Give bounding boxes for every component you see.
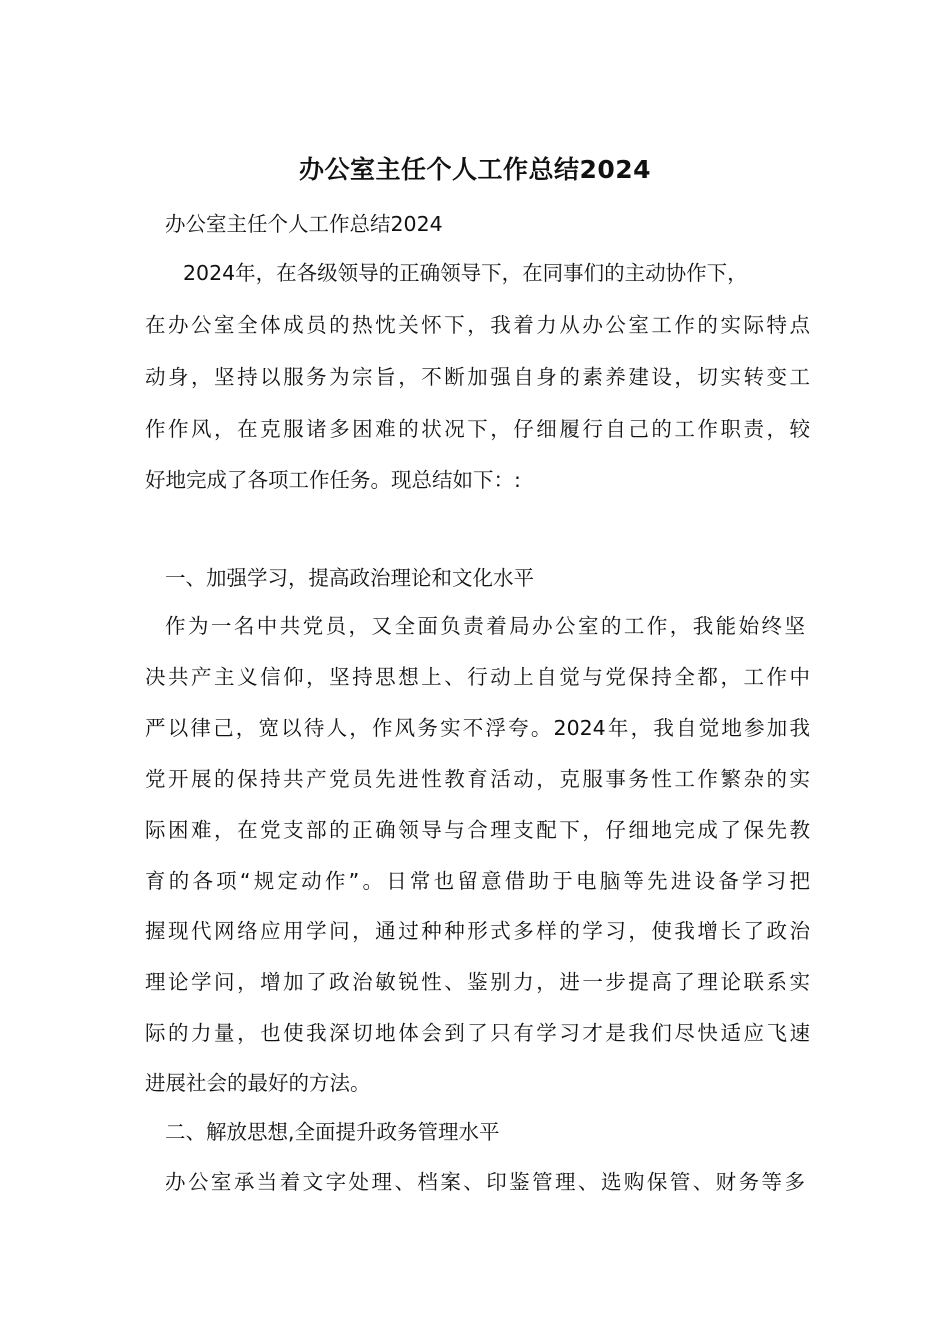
body-line: 育的各项“规定动作”。日常也留意借助于电脑等先进设备学习把 — [145, 869, 810, 893]
subtitle-line: 办公室主任个人工作总结2024 — [165, 212, 443, 236]
body-line: 际的力量，也使我深切地体会到了只有学习才是我们尽快适应飞速 — [145, 1021, 810, 1045]
body-line: 理论学问，增加了政治敏锐性、鉴别力，进一步提高了理论联系实 — [145, 970, 810, 994]
body-line: 握现代网络应用学问，通过种种形式多样的学习，使我增长了政治 — [145, 919, 810, 943]
body-line: 作为一名中共党员，又全面负责着局办公室的工作，我能始终坚 — [165, 614, 805, 638]
body-line: 办公室承当着文字处理、档案、印鉴管理、选购保管、财务等多 — [165, 1170, 805, 1194]
section-heading: 二、解放思想,全面提升政务管理水平 — [165, 1120, 500, 1144]
body-line: 动身，坚持以服务为宗旨，不断加强自身的素养建设，切实转变工 — [145, 365, 810, 389]
body-line: 2024年，在各级领导的正确领导下，在同事们的主动协作下， — [183, 261, 748, 285]
body-line: 作作风，在克服诸多困难的状况下，仔细履行自己的工作职责，较 — [145, 417, 810, 441]
body-line: 进展社会的最好的方法。 — [145, 1071, 371, 1095]
body-line: 际困难，在党支部的正确领导与合理支配下，仔细地完成了保先教 — [145, 818, 810, 842]
section-heading: 一、加强学习，提高政治理论和文化水平 — [165, 566, 534, 590]
body-line: 党开展的保持共产党员先进性教育活动，克服事务性工作繁杂的实 — [145, 767, 810, 791]
body-line: 决共产主义信仰，坚持思想上、行动上自觉与党保持全都，工作中 — [145, 665, 810, 689]
body-line: 在办公室全体成员的热忱关怀下，我着力从办公室工作的实际特点 — [145, 313, 810, 337]
body-line: 严以律己，宽以待人，作风务实不浮夸。2024年，我自觉地参加我 — [145, 716, 810, 740]
body-line: 好地完成了各项工作任务。现总结如下：: — [145, 468, 521, 492]
document-title: 办公室主任个人工作总结2024 — [298, 155, 652, 184]
